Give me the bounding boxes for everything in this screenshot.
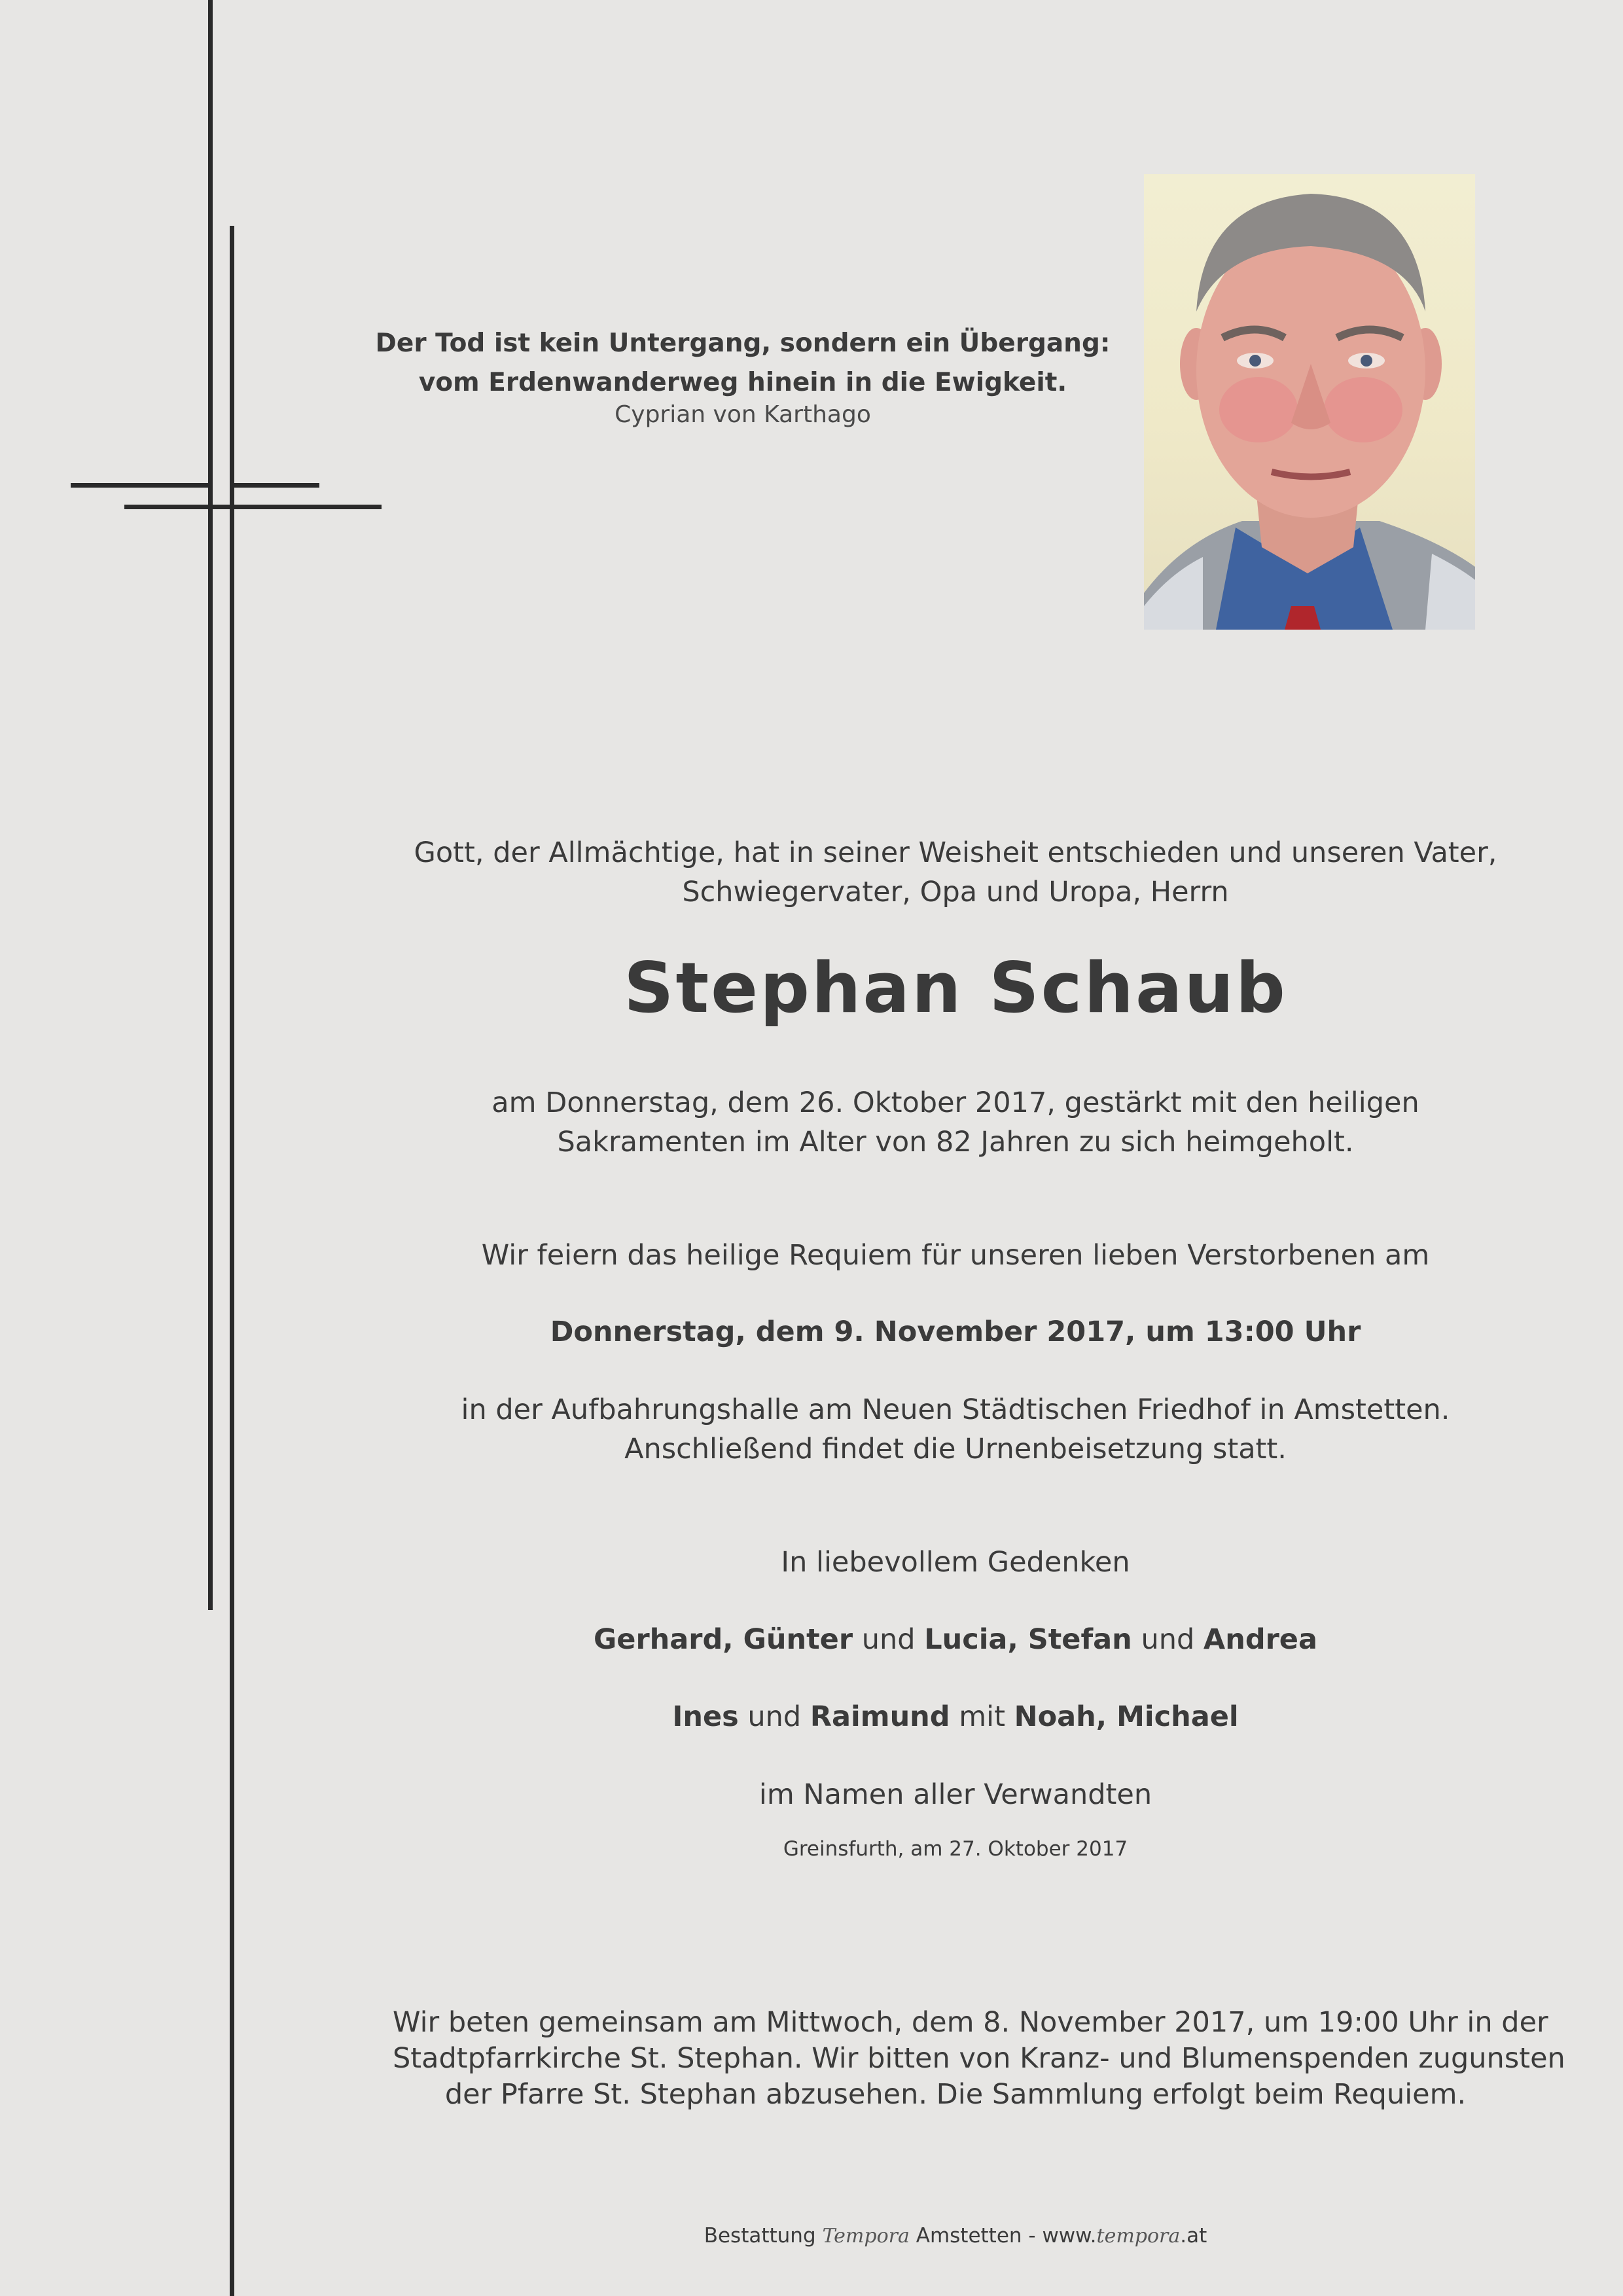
mourners-relatives: im Namen aller Verwandten [758,1778,1152,1811]
prayer-line-2: Stadtpfarrkirche St. Stephan. Wir bitten von Kranz- und Blumenspenden zugunsten [393,2042,1565,2075]
footer-brand-logo: Tempora [822,2225,910,2248]
footer-prefix: Bestattung [704,2224,816,2248]
portrait-photo [1144,174,1475,630]
mourner-names: Gerhard, Günter [594,1623,853,1656]
cross-horizontal-line-1 [71,483,319,488]
quote-author: Cyprian von Karthago [615,401,871,428]
mourner-names: Lucia, Stefan [924,1623,1132,1656]
death-line-1: am Donnerstag, dem 26. Oktober 2017, gestärkt mit den heiligen [491,1086,1419,1119]
mourner-names: Ines [672,1700,739,1733]
place-date: Greinsfurth, am 27. Oktober 2017 [783,1837,1128,1861]
footer-city: Amstetten - [916,2224,1036,2248]
requiem-place-line-1: in der Aufbahrungshalle am Neuen Städtischen Friedhof in Amstetten. [461,1393,1450,1426]
requiem-date: Donnerstag, dem 9. November 2017, um 13:00 Uhr [550,1316,1361,1348]
deceased-name: Stephan Schaub [624,948,1287,1028]
quote-line-1: Der Tod ist kein Untergang, sondern ein Übergang: [375,329,1111,358]
intro-line-1: Gott, der Allmächtige, hat in seiner Weisheit entschieden und unseren Vater, [414,836,1497,869]
requiem-intro: Wir feiern das heilige Requiem für unseren lieben Verstorbenen am [481,1239,1430,1272]
mourners-line-2 [393,1697,1518,1736]
mourner-names: Noah, Michael [1014,1700,1239,1733]
quote-line-2: vom Erdenwanderweg hinein in die Ewigkeit. [418,368,1067,397]
web-suffix: .at [1180,2224,1207,2248]
prayer-line-3: der Pfarre St. Stephan abzusehen. Die Sammlung erfolgt beim Requiem. [444,2078,1467,2111]
cross-horizontal-line-2 [124,505,382,509]
footer [393,2224,1518,2248]
mourner-connector: und [853,1623,925,1656]
mourner-names: Raimund [810,1700,950,1733]
intro-line-2: Schwiegervater, Opa und Uropa, Herrn [682,876,1229,908]
portrait-icon [1144,174,1475,630]
cross-gap [213,483,230,488]
footer-website [1042,2224,1207,2248]
mourner-names: Andrea [1203,1623,1317,1656]
cross-vertical-line-2 [230,226,234,2296]
web-prefix: www. [1042,2224,1097,2248]
mourner-connector: und [1132,1623,1204,1656]
death-line-2: Sakramenten im Alter von 82 Jahren zu sich heimgeholt. [557,1126,1354,1158]
web-brand: tempora [1096,2225,1181,2248]
mourner-connector: mit [950,1700,1014,1733]
mourner-connector: und [738,1700,810,1733]
prayer-line-1: Wir beten gemeinsam am Mittwoch, dem 8. November 2017, um 19:00 Uhr in der [393,2006,1548,2039]
cross-vertical-line-1 [208,0,213,1610]
mourners-heading: In liebevollem Gedenken [781,1546,1130,1579]
requiem-place-line-2: Anschließend findet die Urnenbeisetzung statt. [624,1433,1287,1465]
mourners-line-1 [393,1620,1518,1659]
